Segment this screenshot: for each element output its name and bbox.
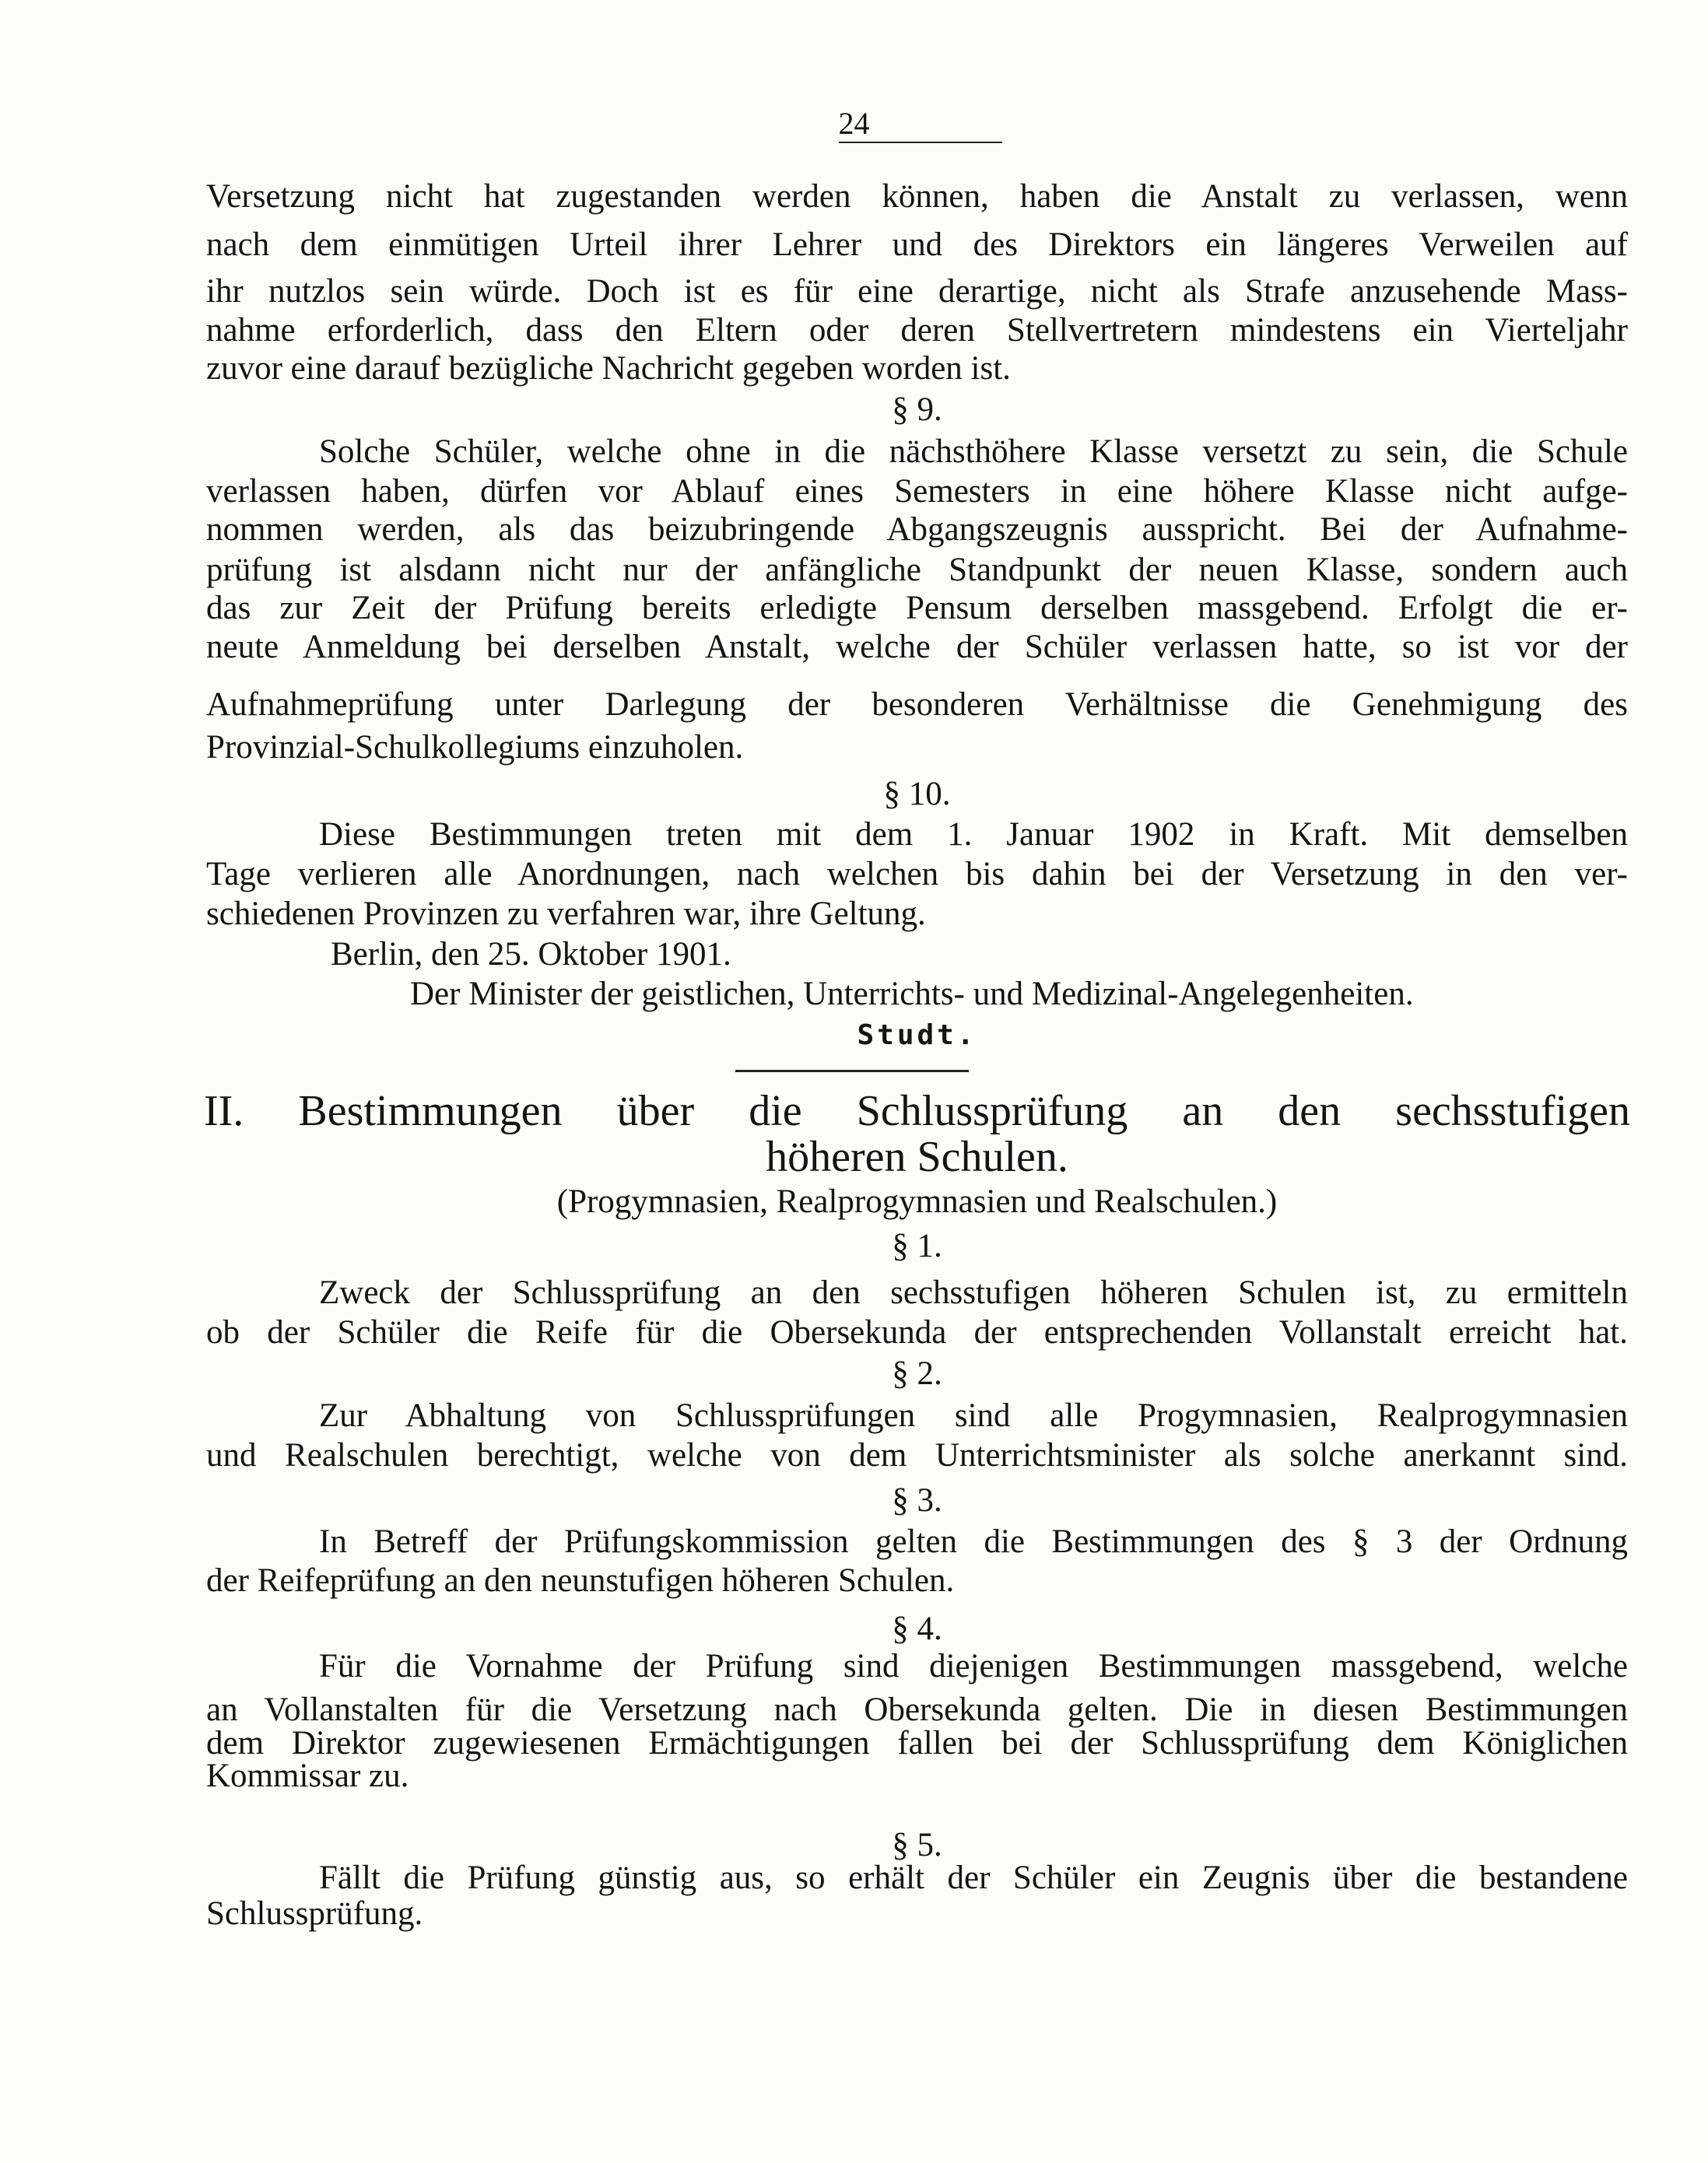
text-line: Fällt die Prüfung günstig aus, so erhält der Schüler ein Zeugnis über die bestandene <box>319 1860 1628 1896</box>
signature: Studt. <box>857 1019 977 1051</box>
text-line: prüfung ist alsdann nicht nur der anfängliche Standpunkt der neuen Klasse, sondern auch <box>206 552 1628 588</box>
text-line: schiedenen Provinzen zu verfahren war, ihre Geltung. <box>206 896 926 932</box>
text-line: ihr nutzlos sein würde. Doch ist es für eine derartige, nicht als Strafe anzusehende Mass- <box>206 273 1628 310</box>
text-line: der Reifeprüfung an den neunstufigen höheren Schulen. <box>206 1562 955 1599</box>
text-line: ob der Schüler die Reife für die Obersekunda der entsprechenden Vollanstalt erreicht hat. <box>206 1314 1628 1351</box>
text-line: Aufnahmeprüfung unter Darlegung der besonderen Verhältnisse die Genehmigung des <box>206 686 1628 723</box>
text-line: verlassen haben, dürfen vor Ablauf eines Semesters in eine höhere Klasse nicht aufge- <box>206 473 1628 510</box>
text-line: Schlussprüfung. <box>206 1895 423 1932</box>
page-number-rule <box>839 142 1002 143</box>
page-number: 24 <box>838 106 870 141</box>
text-line: Der Minister der geistlichen, Unterrichts- und Medizinal-Angelegenheiten. <box>410 976 1414 1012</box>
text-line: und Realschulen berechtigt, welche von dem Unterrichtsminister als solche anerkannt sind. <box>206 1437 1628 1474</box>
section-heading: höheren Schulen. <box>766 1133 1068 1181</box>
text-line: zuvor eine darauf bezügliche Nachricht gegeben worden ist. <box>206 350 1011 387</box>
text-line: neute Anmeldung bei derselben Anstalt, welche der Schüler verlassen hatte, so ist vor der <box>206 629 1628 665</box>
section-heading: § 5. <box>892 1827 942 1863</box>
section-heading: § 10. <box>883 776 951 812</box>
text-line: In Betreff der Prüfungskommission gelten die Bestimmungen des § 3 der Ordnung <box>319 1523 1628 1560</box>
text-line: Für die Vornahme der Prüfung sind diejenigen Bestimmungen massgebend, welche <box>319 1648 1628 1684</box>
section-heading: § 4. <box>892 1611 942 1647</box>
text-line: II. Bestimmungen über die Schlussprüfung an den sechsstufigen <box>204 1087 1630 1135</box>
text-line: Versetzung nicht hat zugestanden werden können, haben die Anstalt zu verlassen, wenn <box>206 178 1628 215</box>
text-line: Zweck der Schlussprüfung an den sechsstufigen höheren Schulen ist, zu ermitteln <box>319 1274 1628 1311</box>
text-line: nahme erforderlich, dass den Eltern oder deren Stellvertretern mindestens ein Vierteljahr <box>206 312 1628 349</box>
text-line: nach dem einmütigen Urteil ihrer Lehrer und des Direktors ein längeres Verweilen auf <box>206 226 1628 263</box>
text-line: an Vollanstalten für die Versetzung nach Obersekunda gelten. Die in diesen Bestimmungen <box>206 1691 1628 1728</box>
text-line: Zur Abhaltung von Schlussprüfungen sind alle Progymnasien, Realprogymnasien <box>319 1397 1628 1434</box>
section-heading: § 1. <box>892 1228 942 1264</box>
text-line: Diese Bestimmungen treten mit dem 1. Januar 1902 in Kraft. Mit demselben <box>319 816 1628 853</box>
text-line: Berlin, den 25. Oktober 1901. <box>331 936 731 973</box>
section-divider-rule <box>735 1070 969 1072</box>
section-heading: § 9. <box>892 391 942 428</box>
text-line: Solche Schüler, welche ohne in die nächsthöhere Klasse versetzt zu sein, die Schule <box>319 433 1628 470</box>
text-line: Kommissar zu. <box>206 1758 409 1794</box>
section-heading: (Progymnasien, Realprogymnasien und Realschulen.) <box>556 1183 1278 1220</box>
text-line: Tage verlieren alle Anordnungen, nach welchen bis dahin bei der Versetzung in den ver- <box>206 856 1628 892</box>
section-heading: § 2. <box>892 1355 942 1392</box>
text-line: das zur Zeit der Prüfung bereits erledigte Pensum derselben massgebend. Erfolgt die er- <box>206 590 1628 626</box>
text-line: dem Direktor zugewiesenen Ermächtigungen fallen bei der Schlussprüfung dem Königlichen <box>206 1725 1628 1762</box>
section-heading: § 3. <box>892 1482 942 1519</box>
text-line: Provinzial-Schulkollegiums einzuholen. <box>206 729 744 766</box>
text-line: nommen werden, als das beizubringende Abgangszeugnis ausspricht. Bei der Aufnahme- <box>206 511 1628 548</box>
